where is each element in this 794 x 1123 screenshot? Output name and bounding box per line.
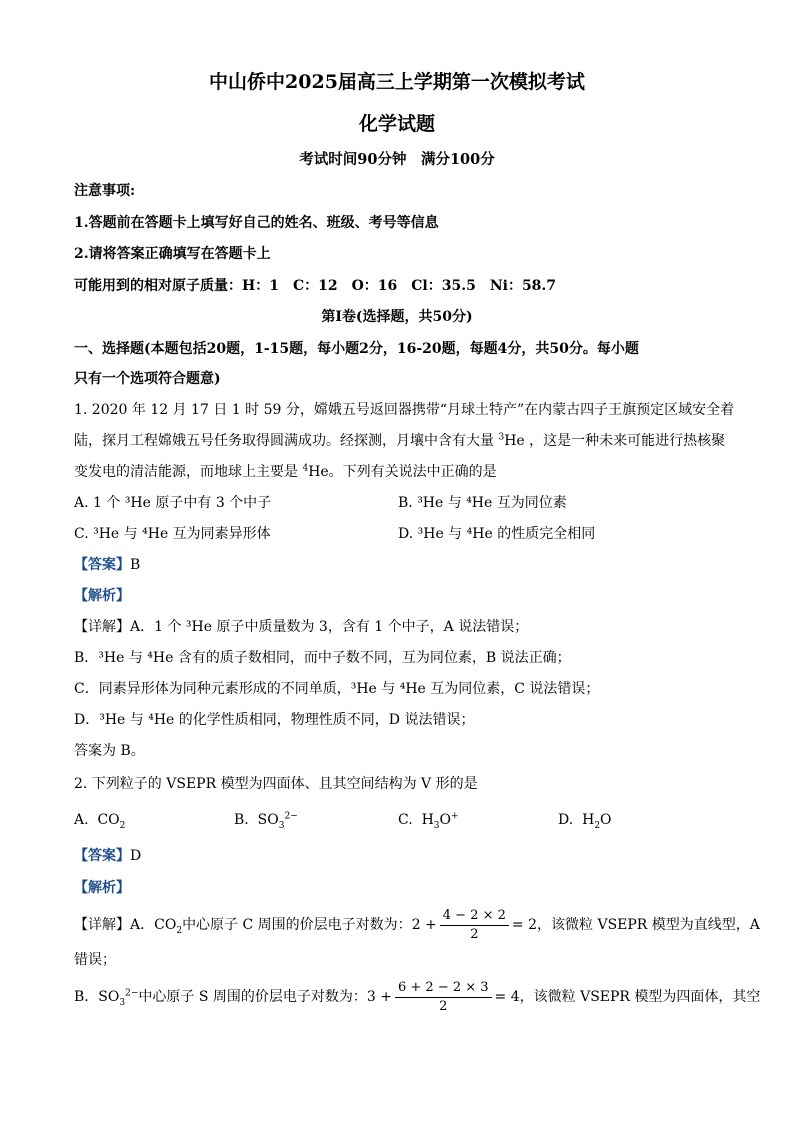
q2-detail-a <box>74 906 760 944</box>
q1-option-c: C. ³He 与 ⁴He 互为同素异形体 <box>74 526 271 542</box>
q2-option-c-formula: H <box>421 812 434 828</box>
section-heading-line-2: 只有一个选项符合题意) <box>74 371 221 387</box>
q2-option-c-label: C. <box>398 812 413 828</box>
q2-detail-a-sub: 2 <box>176 925 183 936</box>
q1-stem-line-3 <box>74 462 497 482</box>
q2-detail-b-text: 中心原子 S 周围的价层电子对数为： <box>138 989 367 1005</box>
q2-answer-value: D <box>130 848 142 864</box>
q2-answer-label: 【答案】 <box>74 848 130 864</box>
q1-stem-line-2-text-b: He ，这是一种未来可能进行热核聚 <box>504 433 726 449</box>
notes-item-1: 1.答题前在答题卡上填写好自己的姓名、班级、考号等信息 <box>74 215 439 231</box>
q2-detail-b-numerator: 6 + 2 − 2 × 3 <box>395 979 492 998</box>
q2-option-c-formula-rest: O <box>439 812 452 828</box>
q1-conclusion: 答案为 B。 <box>74 743 145 759</box>
q2-detail-b-sub: 3 <box>119 997 126 1008</box>
q2-detail-b-tail: ，该微粒 VSEPR 模型为四面体，其空 <box>519 989 761 1005</box>
q1-analysis-label: 【解析】 <box>74 588 130 604</box>
q2-detail-b-lead: 3 + <box>366 989 392 1005</box>
q2-detail-b <box>74 978 760 1016</box>
q2-detail-b-denominator: 2 <box>439 998 448 1014</box>
q2-option-d-formula-rest: O <box>600 812 612 828</box>
q1-stem-line-2-text-a: 陆，探月工程嫦娥五号任务取得圆满成功。经探测，月壤中含有大量 <box>74 433 499 449</box>
q1-option-d: D. ³He 与 ⁴He 的性质完全相同 <box>398 526 596 542</box>
exam-info: 考试时间90分钟 满分100分 <box>299 151 495 168</box>
subject-title: 化学试题 <box>358 113 435 135</box>
q1-option-b: B. ³He 与 ⁴He 互为同位素 <box>398 495 567 511</box>
q2-option-d-label: D. <box>558 812 574 828</box>
q2-option-b-sup: 2− <box>284 811 298 822</box>
q2-option-c-sub: 3 <box>433 820 440 831</box>
q2-option-a-label: A. <box>74 812 89 828</box>
q1-isotope-4-sup: 4 <box>302 463 309 474</box>
q2-detail-a-tail: ，该微粒 VSEPR 模型为直线型，A <box>537 917 760 933</box>
q2-detail-a-wrap: 错误； <box>74 952 116 968</box>
section-heading-line-1: 一、选择题(本题包括20题，1-15题，每小题2分，16-20题，每题4分，共50分。每小题 <box>74 341 639 357</box>
notes-item-2: 2.请将答案正确填写在答题卡上 <box>74 246 271 262</box>
part-title: 第I卷(选择题，共50分) <box>321 309 473 325</box>
q2-detail-b-sup: 2− <box>125 988 139 999</box>
q2-detail-a-fraction <box>440 907 509 944</box>
q2-detail-b-fraction <box>395 979 492 1016</box>
q2-option-b <box>234 810 298 830</box>
q2-analysis-label: 【解析】 <box>74 880 130 896</box>
q2-detail-a-text: 中心原子 C 周围的价层电子对数为： <box>182 917 412 933</box>
q2-detail-a-lead: 2 + <box>411 917 437 933</box>
q1-stem-line-3-text-a: 变发电的清洁能源，而地球上主要是 <box>74 464 303 480</box>
q2-option-d-sub: 2 <box>594 820 601 831</box>
q2-option-a-formula: CO <box>97 812 120 828</box>
q1-detail-1: 【详解】A．1 个 ³He 原子中质量数为 3，含有 1 个中子，A 说法错误； <box>74 619 529 635</box>
q1-answer <box>74 555 140 575</box>
q2-detail-a-prefix: 【详解】A． <box>74 917 155 933</box>
q2-option-d <box>558 810 612 830</box>
q1-stem-line-2 <box>74 431 725 451</box>
atomic-masses: 可能用到的相对原子质量：H：1 C：12 O：16 Cl：35.5 Ni：58.7 <box>74 278 557 294</box>
q1-stem-line-1: 1. 2020 年 12 月 17 日 1 时 59 分，嫦娥五号返回器携带“月球土特产”在内蒙古四子王旗预定区域安全着 <box>74 402 735 418</box>
q2-option-a <box>74 810 125 830</box>
q1-detail-4: D．³He 与 ⁴He 的化学性质相同，物理性质不同，D 说法错误； <box>74 712 475 728</box>
q1-option-a: A. 1 个 ³He 原子中有 3 个中子 <box>74 495 272 511</box>
q2-option-b-formula: SO <box>257 812 279 828</box>
q2-stem: 2. 下列粒子的 VSEPR 模型为四面体、且其空间结构为 V 形的是 <box>74 776 478 792</box>
q2-option-c <box>398 810 459 830</box>
q2-option-b-sub: 3 <box>278 820 285 831</box>
q2-detail-a-result: = 2 <box>511 917 538 933</box>
q2-answer <box>74 846 141 866</box>
notes-heading: 注意事项: <box>74 183 136 199</box>
q2-detail-b-formula: SO <box>98 989 120 1005</box>
q2-option-c-sup: + <box>451 811 459 822</box>
q2-option-b-label: B. <box>234 812 249 828</box>
q1-answer-label: 【答案】 <box>74 557 130 573</box>
q2-detail-a-denominator: 2 <box>470 926 479 942</box>
q2-option-a-sub: 2 <box>119 820 126 831</box>
q1-detail-2: B．³He 与 ⁴He 含有的质子数相同，而中子数不同，互为同位素，B 说法正确； <box>74 650 571 666</box>
q1-isotope-3-sup: 3 <box>498 432 505 443</box>
q2-detail-a-formula: CO <box>154 917 177 933</box>
exam-title: 中山侨中2025届高三上学期第一次模拟考试 <box>209 71 585 93</box>
q2-option-d-formula: H <box>582 812 595 828</box>
q1-detail-3: C．同素异形体为同种元素形成的不同单质，³He 与 ⁴He 互为同位素，C 说法错误； <box>74 681 600 697</box>
q2-detail-a-numerator: 4 − 2 × 2 <box>440 907 509 926</box>
q1-stem-line-3-text-b: He。下列有关说法中正确的是 <box>308 464 497 480</box>
q1-answer-value: B <box>130 557 141 573</box>
q2-detail-b-prefix: B． <box>74 989 99 1005</box>
q2-detail-b-result: = 4 <box>494 989 520 1005</box>
